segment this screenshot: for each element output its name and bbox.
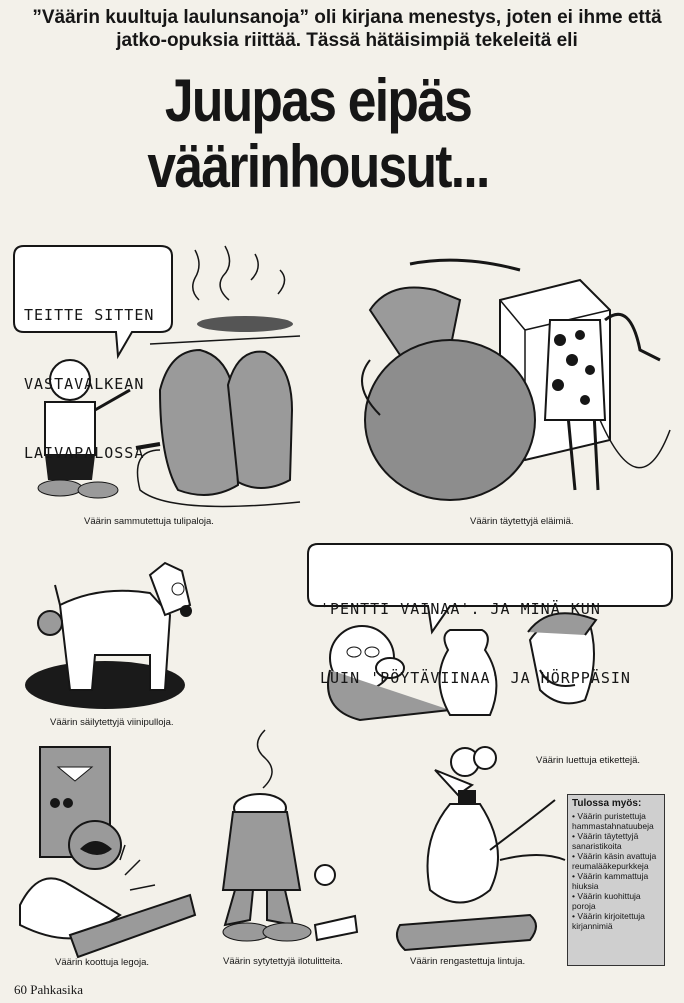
speech-bubble-bottle: 'PENTTI VAINAA'. JA MINÄ KUN LUIN 'PÖYTÄVIINAA' JA HÖRPPÄSIN	[320, 600, 631, 687]
caption-bird: Väärin rengastettuja lintuja.	[410, 956, 526, 967]
list-item: • Väärin puristettuja hammastahnatuubeja	[572, 811, 660, 831]
cartoon-animals	[340, 240, 680, 530]
fireworks-illustration	[205, 720, 380, 975]
list-item: • Väärin käsin avattuja reumalääkepurkkeja	[572, 851, 660, 871]
speech-bubble-fire: TEITTE SITTEN VASTAVALKEAN LAIVAPALOSSA	[24, 306, 155, 462]
lego-illustration	[0, 745, 205, 975]
coming-soon-box	[567, 794, 665, 966]
list-item: • Väärin kammattuja hiuksia	[572, 871, 660, 891]
cartoon-fireworks	[205, 720, 380, 975]
headline-line-1: Juupas eipäs	[164, 67, 472, 134]
animals-illustration	[340, 240, 680, 530]
caption-animals: Väärin täytettyjä eläimiä.	[470, 516, 574, 527]
cartoon-bird	[380, 740, 570, 975]
caption-dog: Väärin säilytettyjä viinipulloja.	[50, 717, 174, 728]
list-item: • Väärin täytettyjä sanaristikoita	[572, 831, 660, 851]
coming-soon-list	[572, 811, 660, 931]
caption-fireworks: Väärin sytytettyjä ilotulitteita.	[223, 956, 343, 967]
cartoon-fire	[0, 240, 330, 530]
cartoon-dog	[0, 545, 240, 735]
list-item: • Väärin kirjoitettuja kirjannimiä	[572, 911, 660, 931]
intro-text: ”Väärin kuultuja laulunsanoja” oli kirjana menestys, joten ei ihme että jatko-opuksia riittää. Tässä hätäisimpiä tekeleitä eli	[32, 7, 662, 51]
coming-soon-title: Tulossa myös:	[572, 798, 642, 809]
headline-line-2: väärinhousut...	[147, 133, 489, 200]
cartoon-lego	[0, 745, 205, 975]
list-item: • Väärin kuohittuja poroja	[572, 891, 660, 911]
headline	[60, 68, 576, 200]
dog-illustration	[0, 545, 240, 735]
caption-bottle: Väärin luettuja etikettejä.	[536, 755, 641, 766]
caption-lego: Väärin koottuja legoja.	[55, 957, 150, 968]
bird-illustration	[380, 740, 570, 975]
page-folio: 60 Pahkasika	[14, 982, 83, 997]
caption-fire: Väärin sammutettuja tulipaloja.	[84, 516, 214, 527]
